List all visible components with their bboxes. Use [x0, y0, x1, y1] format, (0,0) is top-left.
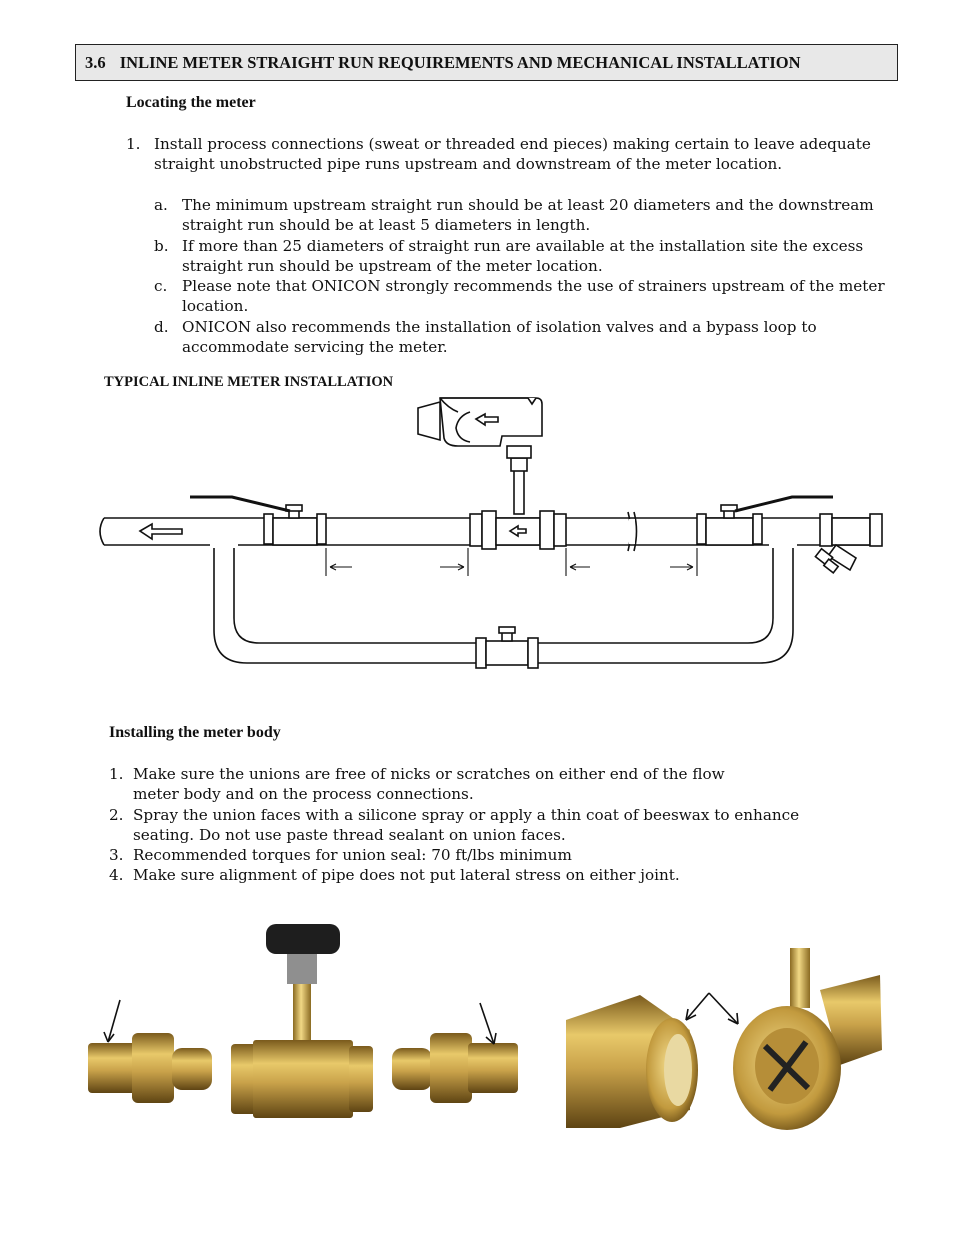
list-item-text: Make sure alignment of pipe does not put lateral stress on either joint.: [133, 866, 680, 885]
locating-heading: Locating the meter: [126, 94, 256, 111]
list-marker: 4.: [109, 866, 124, 885]
installing-heading: Installing the meter body: [109, 724, 281, 741]
transmitter-housing: [418, 398, 542, 458]
flow-arrow-left-icon: [140, 524, 182, 539]
section-title: INLINE METER STRAIGHT RUN REQUIREMENTS AND MECHANICAL INSTALLATION: [119, 53, 801, 72]
flow-meter-body: [470, 458, 566, 549]
dimension-lines: [326, 548, 697, 576]
list-item-text: Please note that ONICON strongly recommends the use of strainers upstream of the meter location.: [182, 277, 885, 316]
strainer: [815, 514, 882, 573]
list-marker: 2.: [109, 805, 124, 824]
list-item: [109, 845, 833, 865]
union-left-photo: [88, 1000, 212, 1103]
installing-steps: [109, 764, 800, 886]
list-item-text: ONICON also recommends the installation of isolation valves and a bypass loop to accommodate servicing the meter.: [182, 317, 817, 357]
figure-caption: TYPICAL INLINE METER INSTALLATION: [104, 374, 394, 390]
bypass-valve: [476, 627, 538, 668]
list-marker: 1.: [126, 135, 141, 153]
list-marker: 3.: [109, 846, 124, 865]
list-item-text: Spray the union faces with a silicone spray or apply a thin coat of beeswax to enhance seating. Do not use paste thread sealant on union faces.: [133, 805, 800, 844]
list-item-text: If more than 25 diameters of straight run are available at the installation site the excess straight run should be upstream of the meter location.: [182, 236, 864, 275]
union-right-photo: [392, 1003, 518, 1103]
list-marker: a.: [154, 196, 168, 214]
pipe-end-left: [100, 518, 104, 545]
isolation-valve-right: [697, 497, 833, 545]
list-item-text: Install process connections (sweat or threaded end pieces) making certain to leave adequate straight unobstructed pipe runs upstream and downstream of the meter location.: [154, 135, 871, 174]
isolation-valve-left: [190, 497, 326, 545]
list-item-text: Recommended torques for union seal: 70 ft/lbs minimum: [133, 846, 572, 865]
union-face-closeup-photo: [566, 948, 882, 1130]
list-marker: 1.: [109, 765, 124, 783]
list-marker: d.: [154, 317, 169, 336]
section-number: 3.6: [85, 53, 106, 72]
list-item: [109, 764, 733, 805]
meter-body-photo: [231, 924, 373, 1118]
list-item-text: Make sure the unions are free of nicks or scratches on either end of the flow meter body and on the process connections.: [133, 765, 725, 804]
list-marker: b.: [154, 236, 169, 255]
list-item-text: The minimum upstream straight run should be at least 20 diameters and the downstream straight run should be at least 5 diameters in length.: [182, 196, 874, 235]
list-item: [109, 805, 833, 846]
list-marker: c.: [154, 277, 168, 296]
list-item: [109, 865, 833, 885]
